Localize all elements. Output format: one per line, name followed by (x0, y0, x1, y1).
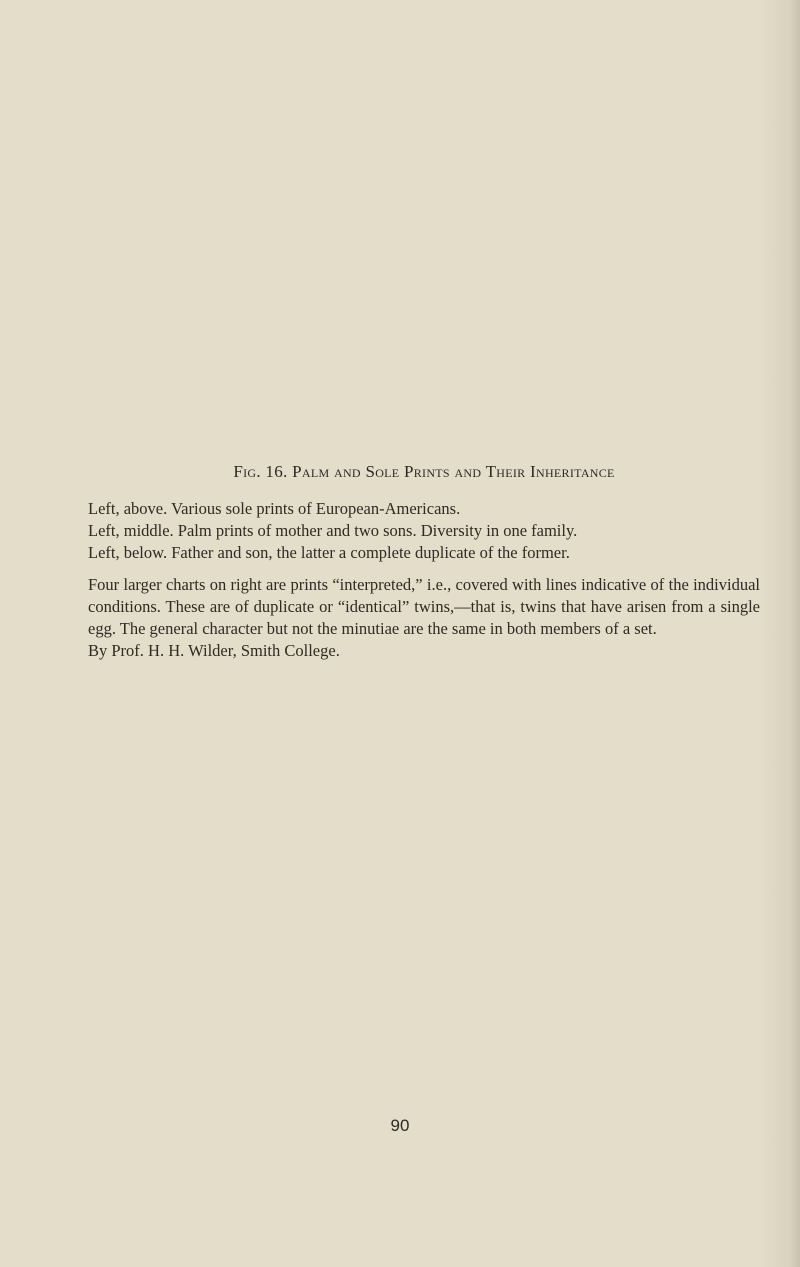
spacer (88, 564, 760, 574)
figure-title: Fig. 16. Palm and Sole Prints and Their Inheritance (233, 462, 615, 481)
figure-caption (88, 462, 760, 662)
page-number: 90 (390, 1116, 410, 1135)
caption-line-left-below: Left, below. Father and son, the latter a complete duplicate of the former. (88, 543, 570, 562)
caption-line-left-above: Left, above. Various sole prints of European-Americans. (88, 499, 461, 518)
caption-line-left-middle: Left, middle. Palm prints of mother and two sons. Diversity in one family. (88, 521, 578, 540)
caption-paragraph: Four larger charts on right are prints “interpreted,” i.e., covered with lines indicative of the individual conditions. These are of duplicate or “identical” twins,—that is, twins that have arisen from a single egg. The general character but not the minutiae are the same in both members of a set. (88, 575, 760, 638)
caption-byline: By Prof. H. H. Wilder, Smith College. (88, 641, 340, 660)
